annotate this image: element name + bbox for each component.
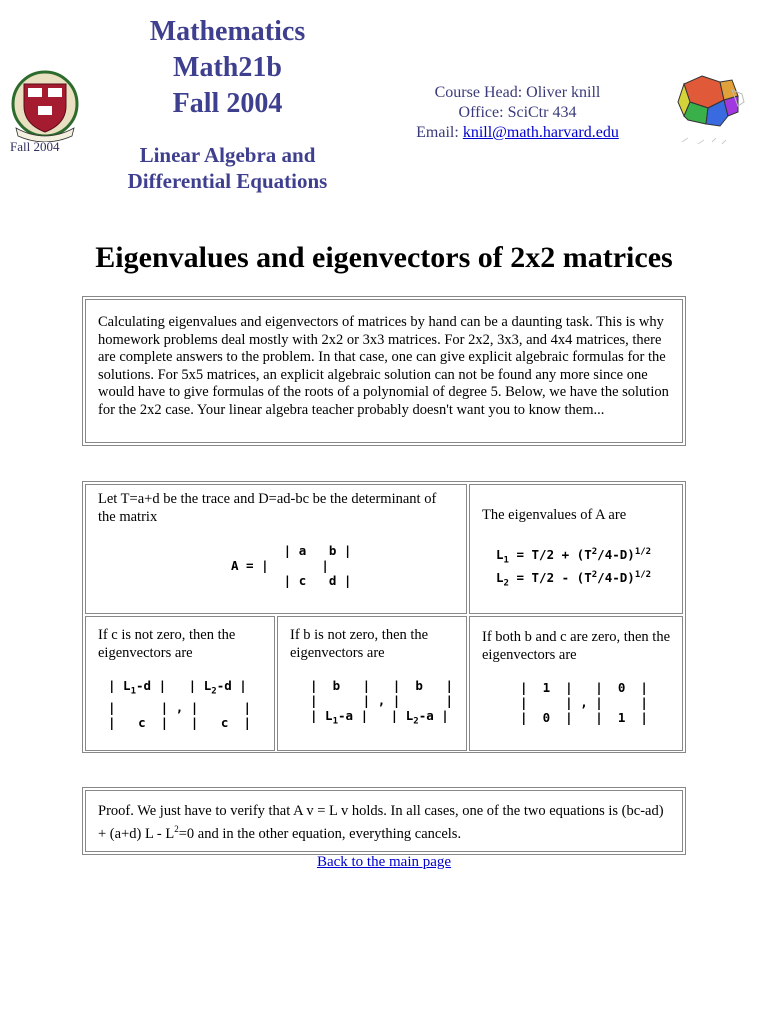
email-link[interactable]: knill@math.harvard.edu bbox=[462, 124, 619, 141]
back-link-container bbox=[0, 854, 768, 871]
subtitle-line2: Differential Equations bbox=[127, 169, 328, 193]
title-semester: Fall 2004 bbox=[172, 88, 283, 119]
eigenvalues-text: The eigenvalues of A are bbox=[482, 507, 627, 523]
eigenvalues-cell bbox=[469, 484, 683, 614]
email-line bbox=[395, 123, 640, 143]
trace-determinant-cell bbox=[85, 484, 467, 614]
title-course-number: Math21b bbox=[173, 52, 282, 83]
matrix-a: | a b | A = | | | c d | bbox=[231, 543, 352, 588]
proof-exponent: 2 bbox=[174, 823, 179, 834]
proof-main: Proof. We just have to verify that A v = L v holds. In all cases, one of the two equations is (bc-ad) + (a+d) L - L bbox=[98, 803, 664, 842]
title-mathematics: Mathematics bbox=[149, 16, 306, 47]
course-info bbox=[395, 83, 640, 143]
c-nonzero-text: If c is not zero, then the eigenvectors are bbox=[98, 627, 236, 661]
matrix-label: | a b | bbox=[283, 543, 352, 558]
course-head: Course Head: Oliver knill bbox=[434, 84, 601, 101]
page-title: Eigenvalues and eigenvectors of 2x2 matrices bbox=[95, 241, 673, 274]
office: Office: SciCtr 434 bbox=[458, 104, 577, 121]
eigenvalue-formulas: $L_1 = T/2 + (T^2/4-D)^{1/2}$ $L_2 = T/2 - (T^2/4-D)^{1/2}$ bbox=[496, 546, 652, 589]
proof-end: =0 and in the other equation, everything cancels. bbox=[178, 825, 462, 842]
b-nonzero-cell bbox=[277, 616, 467, 751]
seal-caption: Fall 2004 bbox=[10, 139, 60, 154]
harvard-seal-icon bbox=[10, 70, 80, 142]
eigen-table bbox=[82, 481, 686, 753]
eigenvectors-both-zero: | 1 | | 0 | | | , | | | 0 | | 1 | bbox=[520, 680, 648, 725]
proof-box bbox=[82, 787, 686, 855]
both-zero-text: If both b and c are zero, then the eigenvectors are bbox=[482, 629, 671, 663]
proof-text bbox=[85, 790, 683, 852]
trace-determinant-text: Let T=a+d be the trace and D=ad-bc be the determinant of the matrix bbox=[98, 491, 437, 525]
intro-text: Calculating eigenvalues and eigenvectors of matrices by hand can be a daunting task. This is why homework problems deal mostly with 2x2 or 3x3 matrices. For 2x2, 3x3, and 4x4 matrices, there are complete answers to the problem. In that case, one can give explicit algebraic formulas for the solutions. For 5x5 matrices, an explicit algebraic solution can not be found any more since one would have to give formulas of the roots of a polynomial of degree 5. Below, we have the solution for the 2x2 case. Your linear algebra teacher probably doesn't want you to know them... bbox=[85, 299, 683, 443]
back-to-main-link[interactable]: Back to the main page bbox=[316, 854, 452, 870]
course-title-block bbox=[120, 14, 335, 194]
b-nonzero-text: If b is not zero, then the eigenvectors are bbox=[290, 627, 429, 661]
matrix-a-label: A = bbox=[231, 558, 262, 573]
email-label: Email: bbox=[416, 124, 463, 141]
dodecahedron-icon bbox=[676, 72, 748, 152]
eigenvectors-c-nonzero: | $L_1-d$ | | $L_2-d$ | | | , | | | c | | c | bbox=[108, 678, 251, 730]
intro-box bbox=[82, 296, 686, 446]
subtitle-line1: Linear Algebra and bbox=[139, 143, 316, 167]
eigenvectors-b-nonzero: | b | | b | | | , | | | $L_1-a$ | | $L_2-a$ | bbox=[310, 678, 453, 727]
both-zero-cell bbox=[469, 616, 683, 751]
c-nonzero-cell bbox=[85, 616, 275, 751]
